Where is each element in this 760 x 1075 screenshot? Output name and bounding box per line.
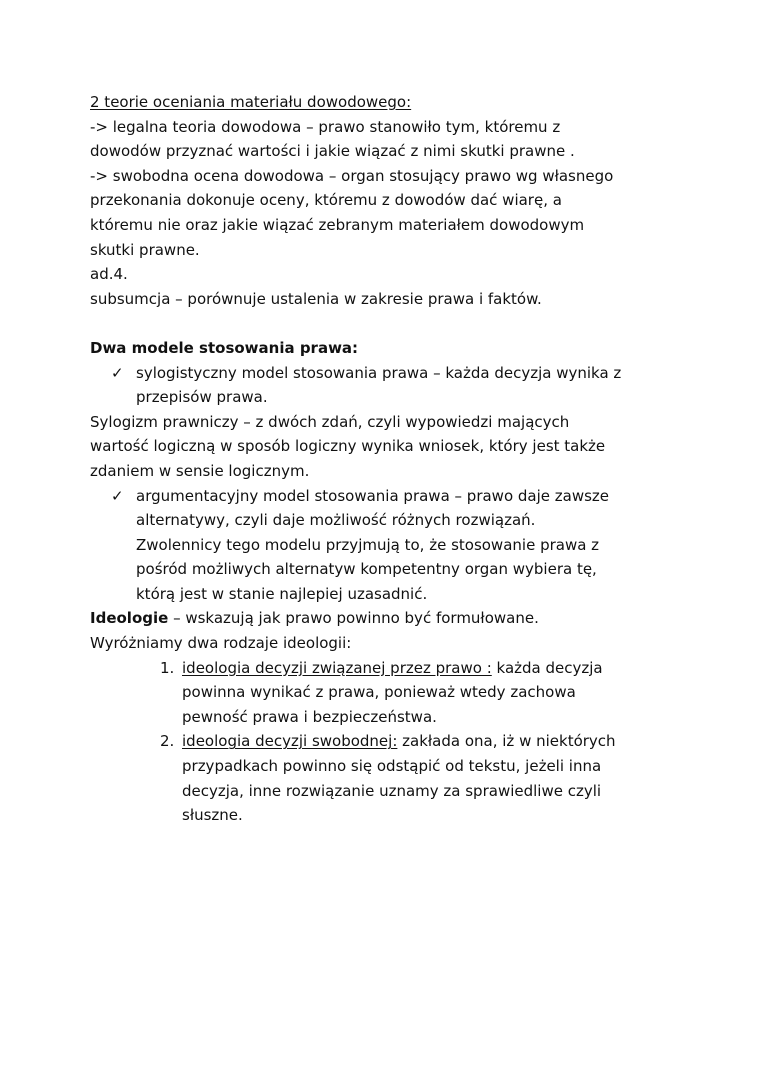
text-line: pewność prawa i bezpieczeństwa. (182, 707, 437, 726)
text-line: Sylogizm prawniczy – z dwóch zdań, czyli wypowiedzi mających (90, 412, 570, 431)
text-line: powinna wynikać z prawa, ponieważ wtedy zachowa (182, 683, 576, 702)
list-number: 2. (160, 732, 175, 751)
ideology-definition: zakłada ona, iż w niektórych (397, 732, 616, 751)
numbered-item-free-decision (90, 729, 680, 827)
text-line: decyzja, inne rozwiązanie uznamy za sprawiedliwe czyli (182, 781, 602, 800)
text-line: przepisów prawa. (136, 388, 268, 407)
checklist-item-syllogistic (90, 361, 680, 410)
text-line: któremu nie oraz jakie wiązać zebranym materiałem dowodowym (90, 215, 585, 234)
section-heading-theories: 2 teorie oceniania materiału dowodowego: (90, 93, 412, 111)
document-page (90, 90, 680, 828)
text-line: dowodów przyznać wartości i jakie wiązać z nimi skutki prawne . (90, 142, 575, 161)
text-line: Zwolennicy tego modelu przyjmują to, że stosowanie prawa z (136, 535, 600, 554)
checkmark-icon: ✓ (111, 363, 124, 382)
ideology-term: ideologia decyzji związanej przez prawo : (182, 658, 492, 677)
text-line: -> legalna teoria dowodowa – prawo stanowiło tym, któremu z (90, 117, 561, 136)
text-line: alternatywy, czyli daje możliwość różnych rozwiązań. (136, 511, 536, 530)
text-line: skutki prawne. (90, 240, 200, 259)
section-heading-models: Dwa modele stosowania prawa: (90, 338, 359, 357)
list-number: 1. (160, 658, 175, 677)
text-line: przekonania dokonuje oceny, któremu z dowodów dać wiarę, a (90, 191, 562, 210)
text-line (182, 729, 680, 754)
ideologie-line (90, 606, 680, 631)
text-line (182, 656, 680, 681)
numbered-item-bound-decision (90, 656, 680, 730)
text-line: ad.4. (90, 265, 128, 284)
text-line: przypadkach powinno się odstąpić od tekstu, jeżeli inna (182, 757, 602, 776)
text-line: słuszne. (182, 806, 243, 825)
text-line: Wyróżniamy dwa rodzaje ideologii: (90, 634, 352, 653)
text-line: pośród możliwych alternatyw kompetentny organ wybiera tę, (136, 560, 597, 579)
text-line: sylogistyczny model stosowania prawa – każda decyzja wynika z (136, 363, 622, 382)
checklist-item-argumentative (90, 484, 680, 607)
text-line: subsumcja – porównuje ustalenia w zakresie prawa i faktów. (90, 289, 542, 308)
ideologie-term: Ideologie (90, 609, 169, 628)
text-line: wartość logiczną w sposób logiczny wynika wniosek, który jest także (90, 437, 606, 456)
text-line: którą jest w stanie najlepiej uzasadnić. (136, 584, 428, 603)
blank-line (90, 311, 680, 336)
checkmark-icon: ✓ (111, 486, 124, 505)
text-line: -> swobodna ocena dowodowa – organ stosujący prawo wg własnego (90, 166, 614, 185)
ideology-definition: każda decyzja (491, 658, 603, 677)
ideology-term: ideologia decyzji swobodnej: (182, 732, 398, 751)
text-line: argumentacyjny model stosowania prawa – prawo daje zawsze (136, 486, 610, 505)
text-line: zdaniem w sensie logicznym. (90, 461, 310, 480)
ideologie-definition: – wskazują jak prawo powinno być formułowane. (168, 609, 539, 628)
